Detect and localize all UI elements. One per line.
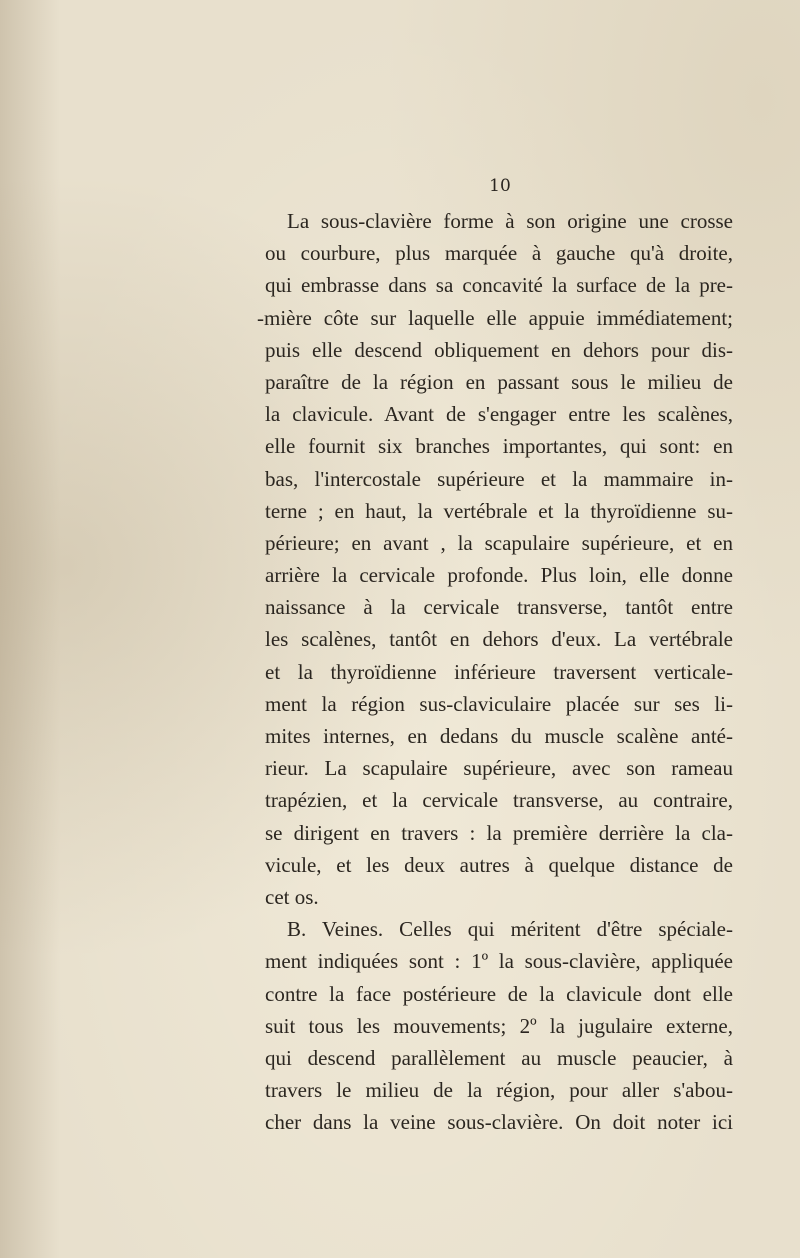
- text-line: ment la région sus-claviculaire placée sur ses li-: [265, 691, 733, 716]
- text-line: arrière la cervicale profonde. Plus loin, elle donne: [265, 563, 733, 588]
- text-line: et la thyroïdienne inférieure traversent verticale-: [265, 659, 733, 684]
- text-line: terne ; en haut, la vertébrale et la thyroïdienne su-: [265, 498, 733, 523]
- text-line: -mière côte sur laquelle elle appuie immédiatement;: [257, 305, 733, 330]
- text-line: mites internes, en dedans du muscle scalène anté-: [265, 724, 733, 748]
- text-line: puis elle descend obliquement en dehors pour dis-: [265, 337, 733, 362]
- text-line: trapézien, et la cervicale transverse, au contraire,: [265, 788, 733, 813]
- body-text: [257, 205, 733, 1138]
- text-line: la clavicule. Avant de s'engager entre les scalènes,: [265, 402, 733, 427]
- text-line: elle fournit six branches importantes, qui sont: en: [265, 434, 733, 459]
- text-line: ment indiquées sont : 1º la sous-clavière, appliquée: [265, 949, 733, 974]
- text-line: La sous-clavière forme à son origine une crosse: [287, 209, 733, 233]
- binding-shadow: [0, 0, 60, 1258]
- text-line: les scalènes, tantôt en dehors d'eux. La vertébrale: [265, 627, 733, 652]
- text-line: bas, l'intercostale supérieure et la mammaire in-: [265, 466, 733, 491]
- text-line: rieur. La scapulaire supérieure, avec son rameau: [265, 756, 733, 781]
- text-line: cet os.: [265, 884, 319, 909]
- text-line: se dirigent en travers : la première derrière la cla-: [265, 820, 733, 845]
- text-line: paraître de la région en passant sous le milieu de: [265, 369, 733, 394]
- text-line: vicule, et les deux autres à quelque distance de: [265, 852, 733, 877]
- text-line: qui embrasse dans sa concavité la surface de la pre-: [265, 273, 733, 298]
- text-line: B. Veines. Celles qui méritent d'être spéciale-: [287, 917, 733, 942]
- text-line: cher dans la veine sous-clavière. On doit noter ici: [265, 1110, 733, 1135]
- text-line: ou courbure, plus marquée à gauche qu'à droite,: [265, 241, 733, 266]
- text-line: travers le milieu de la région, pour aller s'abou-: [265, 1078, 733, 1103]
- page-number: 10: [489, 176, 511, 196]
- text-line: qui descend parallèlement au muscle peaucier, à: [265, 1045, 733, 1070]
- text-line: contre la face postérieure de la clavicule dont elle: [265, 981, 733, 1006]
- text-line: périeure; en avant , la scapulaire supérieure, et en: [265, 530, 733, 555]
- text-line: suit tous les mouvements; 2º la jugulaire externe,: [265, 1013, 733, 1038]
- text-line: naissance à la cervicale transverse, tantôt entre: [265, 595, 733, 620]
